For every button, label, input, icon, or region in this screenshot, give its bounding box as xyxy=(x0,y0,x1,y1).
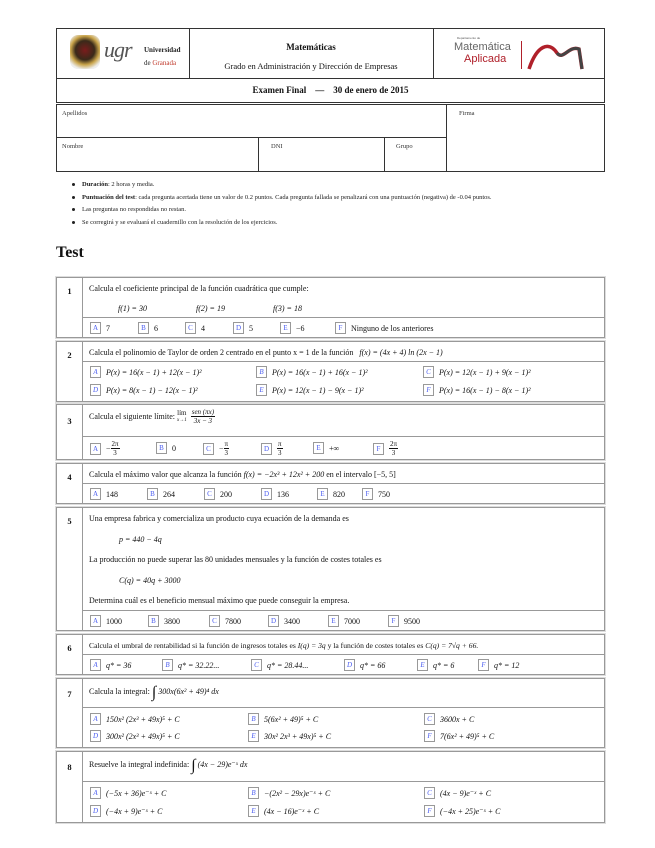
department-line1: Matemática xyxy=(454,41,511,53)
cost-equation: C(q) = 40q + 3000 xyxy=(119,576,181,585)
apellidos-field[interactable] xyxy=(57,105,447,138)
option-d[interactable] xyxy=(90,730,180,742)
stem-formula: (4x − 29)e⁻ˣ dx xyxy=(197,760,248,769)
option-text: 5 xyxy=(249,323,253,333)
option-letter[interactable]: E xyxy=(248,730,259,742)
option-letter[interactable]: A xyxy=(90,366,101,378)
rule-item xyxy=(72,192,492,205)
option-letter[interactable]: E xyxy=(280,322,291,334)
answer-options xyxy=(83,317,604,337)
option-text: (−5x + 36)e⁻ˣ + C xyxy=(106,788,167,798)
question-number: 6 xyxy=(57,635,83,674)
option-letter[interactable]: B xyxy=(248,713,259,725)
option-letter[interactable]: E xyxy=(328,615,339,627)
option-text: 9500 xyxy=(404,616,420,626)
option-d[interactable] xyxy=(261,440,283,457)
option-fraction xyxy=(277,440,283,457)
option-letter[interactable]: E xyxy=(256,384,267,396)
fraction-denominator: 3 xyxy=(278,449,282,457)
department-small-text: Departamento de xyxy=(457,36,481,40)
question-6 xyxy=(56,634,605,675)
fraction-denominator: 3 xyxy=(113,449,117,457)
question-number: 5 xyxy=(57,508,83,630)
option-e[interactable] xyxy=(313,442,339,454)
option-text: (−4x + 9)e⁻ˣ + C xyxy=(106,806,163,816)
fraction-denominator: 3x − 3 xyxy=(193,417,213,425)
option-letter[interactable]: B xyxy=(138,322,149,334)
option-text: 3400 xyxy=(284,616,300,626)
option-f[interactable] xyxy=(362,488,390,500)
option-a[interactable] xyxy=(90,615,122,627)
fraction-numerator: π xyxy=(224,440,229,448)
university-line2-prefix: de xyxy=(144,59,151,67)
option-text: −(2x² − 29x)e⁻ˣ + C xyxy=(264,788,331,798)
department-logo xyxy=(434,29,604,78)
stem-text: Calcula el máximo valor que alcanza la función xyxy=(89,470,242,479)
stem-text: Calcula el polinomio de Taylor de orden 2 centrado en el punto x = 1 de la función xyxy=(89,348,354,357)
option-letter[interactable]: F xyxy=(423,384,434,396)
question-body xyxy=(83,752,604,777)
option-a[interactable] xyxy=(90,366,202,378)
option-a[interactable] xyxy=(90,488,118,500)
option-text: q* = 6 xyxy=(433,660,455,670)
option-letter[interactable]: D xyxy=(261,488,272,500)
stem-mid: y la función de costes totales es xyxy=(327,641,424,650)
option-letter[interactable]: C xyxy=(251,659,262,671)
option-letter[interactable]: D xyxy=(90,384,101,396)
question-number: 1 xyxy=(57,278,83,337)
fraction-numerator: π xyxy=(278,440,282,448)
option-b[interactable] xyxy=(248,713,318,725)
option-f[interactable] xyxy=(335,322,433,334)
question-body xyxy=(83,405,604,430)
option-text: 3800 xyxy=(164,616,180,626)
option-letter[interactable]: C xyxy=(423,366,434,378)
integral-sign-icon: ∫ xyxy=(151,684,157,701)
option-e[interactable] xyxy=(256,384,364,396)
ugr-logo-text: ugr xyxy=(104,37,132,62)
rule-text: : cada pregunta acertada tiene un valor de 0.2 puntos. Cada pregunta fallada se penalizará con una puntuación (negativa) de -0.04 puntos. xyxy=(135,193,492,201)
question-3 xyxy=(56,404,605,460)
exam-header xyxy=(56,28,605,103)
ugr-logo xyxy=(57,29,190,78)
option-letter[interactable]: B xyxy=(147,488,158,500)
option-f[interactable] xyxy=(478,659,519,671)
option-d[interactable] xyxy=(90,805,162,817)
question-stem xyxy=(83,752,604,777)
option-text: 148 xyxy=(106,489,118,499)
option-text: 150x² (2x³ + 49x)⁵ + C xyxy=(106,714,180,724)
option-fraction xyxy=(389,440,398,457)
exam-title: Examen Final xyxy=(252,85,307,95)
option-text: (4x − 9)e⁻ˣ + C xyxy=(440,788,492,798)
option-c[interactable] xyxy=(185,322,205,334)
option-letter[interactable]: E xyxy=(317,488,328,500)
option-letter[interactable]: F xyxy=(478,659,489,671)
option-letter[interactable]: F xyxy=(424,730,435,742)
answer-options xyxy=(83,610,604,630)
option-c[interactable] xyxy=(251,659,308,671)
fraction-numerator: 2π xyxy=(390,440,398,448)
option-text: P(x) = 16(x − 1) + 16(x − 1)² xyxy=(272,367,368,377)
option-text: 0 xyxy=(172,443,176,453)
stem-interval: [−5, 5] xyxy=(373,470,396,479)
question-number: 4 xyxy=(57,464,83,503)
option-text: q* = 32.22... xyxy=(178,660,220,670)
university-crest-icon xyxy=(70,35,100,69)
option-letter[interactable]: C xyxy=(203,443,214,455)
option-letter[interactable]: A xyxy=(90,615,101,627)
department-line2: Aplicada xyxy=(464,53,507,65)
option-text: 1000 xyxy=(106,616,122,626)
dni-label: DNI xyxy=(271,143,283,150)
option-text: 750 xyxy=(378,489,390,499)
question-1 xyxy=(56,277,605,338)
demand-equation: p = 440 − 4q xyxy=(119,535,162,544)
option-letter[interactable]: A xyxy=(90,443,101,455)
option-letter[interactable]: D xyxy=(268,615,279,627)
option-a[interactable] xyxy=(90,322,110,334)
exam-title-row xyxy=(57,78,604,102)
option-a[interactable] xyxy=(90,787,166,799)
option-e[interactable] xyxy=(248,730,331,742)
option-text: Ninguno de los anteriores xyxy=(351,323,434,333)
question-stem xyxy=(83,405,604,430)
option-text: P(x) = 16(x − 1) − 8(x − 1)² xyxy=(439,385,531,395)
option-e[interactable] xyxy=(248,805,319,817)
option-text: (4x − 16)e⁻ˣ + C xyxy=(264,806,320,816)
question-body xyxy=(83,679,604,704)
rule-bold: Puntuación del test xyxy=(82,193,136,201)
option-d[interactable] xyxy=(90,384,198,396)
header-top-row xyxy=(57,29,604,79)
option-text: q* = 66 xyxy=(360,660,386,670)
question-number: 2 xyxy=(57,342,83,401)
question-body xyxy=(83,278,604,313)
lim-text: lím xyxy=(177,408,187,417)
option-letter[interactable]: D xyxy=(233,322,244,334)
option-text: q* = 36 xyxy=(106,660,132,670)
fraction-denominator: 3 xyxy=(224,449,229,457)
student-info-form xyxy=(56,104,605,172)
option-text: 4 xyxy=(201,323,205,333)
revenue-formula: I(q) = 3q xyxy=(297,641,326,650)
option-e[interactable] xyxy=(317,488,345,500)
question-stem-3: Determina cuál es el beneficio mensual máximo que puede conseguir la empresa. xyxy=(89,596,350,605)
stem-formula: 300x(6x² + 49)⁴ dx xyxy=(158,687,219,696)
stem-text: Calcula el siguiente límite: xyxy=(89,411,175,421)
apellidos-label: Apellidos xyxy=(62,110,88,117)
option-c[interactable] xyxy=(424,713,474,725)
degree-name: Grado en Administración y Dirección de Empresas xyxy=(224,61,398,71)
university-city: Granada xyxy=(152,59,177,67)
exam-rules-list xyxy=(72,179,492,229)
option-f[interactable] xyxy=(423,384,531,396)
option-letter[interactable]: F xyxy=(373,443,384,455)
rule-item xyxy=(72,179,492,192)
option-c[interactable] xyxy=(423,366,531,378)
limit-fraction xyxy=(191,408,215,425)
question-7 xyxy=(56,678,605,748)
option-f[interactable] xyxy=(373,440,398,457)
option-d[interactable] xyxy=(233,322,253,334)
option-letter[interactable]: A xyxy=(90,659,101,671)
dni-field[interactable] xyxy=(259,138,385,171)
section-title: Test xyxy=(56,244,84,261)
option-letter[interactable]: E xyxy=(417,659,428,671)
title-separator: — xyxy=(315,85,325,95)
option-c[interactable] xyxy=(203,440,229,457)
option-letter[interactable]: C xyxy=(424,713,435,725)
question-stem: Calcula el coeficiente principal de la función cuadrática que cumple: xyxy=(89,284,309,293)
department-arc-icon xyxy=(527,39,585,71)
option-c[interactable] xyxy=(204,488,232,500)
grupo-field[interactable] xyxy=(385,138,447,171)
rule-text: Se corregirá y se evaluará el cuadernillo con la resolución de los ejercicios. xyxy=(82,218,278,226)
condition-1: f(1) = 30 xyxy=(118,304,147,313)
subject-cell xyxy=(189,29,434,78)
option-letter[interactable]: D xyxy=(261,443,272,455)
option-text: q* = 12 xyxy=(494,660,520,670)
option-letter[interactable]: E xyxy=(248,805,259,817)
option-letter[interactable]: B xyxy=(156,442,167,454)
stem-text: Calcula la integral: xyxy=(89,687,150,696)
option-letter[interactable]: F xyxy=(388,615,399,627)
option-fraction xyxy=(224,440,230,457)
question-body xyxy=(83,508,604,605)
option-b[interactable] xyxy=(248,787,330,799)
question-stem-2: La producción no puede superar las 80 unidades mensuales y la función de costes totales es xyxy=(89,555,382,564)
option-letter[interactable]: C xyxy=(424,787,435,799)
option-letter[interactable]: D xyxy=(90,805,101,817)
option-letter[interactable]: A xyxy=(90,322,101,334)
option-letter[interactable]: B xyxy=(162,659,173,671)
option-b[interactable] xyxy=(148,615,180,627)
option-b[interactable] xyxy=(138,322,158,334)
option-a[interactable] xyxy=(90,440,120,457)
option-letter[interactable]: B xyxy=(256,366,267,378)
firma-label: Firma xyxy=(459,110,475,117)
option-letter[interactable]: E xyxy=(313,442,324,454)
answer-options xyxy=(83,781,604,822)
question-4 xyxy=(56,463,605,504)
question-2 xyxy=(56,341,605,402)
option-letter[interactable]: C xyxy=(185,322,196,334)
option-e[interactable] xyxy=(328,615,360,627)
option-letter[interactable]: C xyxy=(209,615,220,627)
option-d[interactable] xyxy=(344,659,385,671)
subject-title: Matemáticas xyxy=(286,42,336,52)
question-stem xyxy=(83,679,604,704)
question-5 xyxy=(56,507,605,631)
stem-tail: en el intervalo xyxy=(326,470,372,479)
option-text: 7(6x² + 49)⁵ + C xyxy=(440,731,495,741)
exam-date: 30 de enero de 2015 xyxy=(333,85,409,95)
stem-formula: f(x) = (4x + 4) ln (2x − 1) xyxy=(359,348,443,357)
option-text: 5(6x² + 49)⁵ + C xyxy=(264,714,319,724)
stem-text: Calcula el umbral de rentabilidad si la función de ingresos totales es xyxy=(89,641,296,650)
option-b[interactable] xyxy=(162,659,219,671)
option-text: +∞ xyxy=(329,443,340,453)
rule-item xyxy=(72,204,492,217)
option-text: P(x) = 12(x − 1) − 9(x − 1)² xyxy=(272,385,364,395)
option-letter[interactable]: B xyxy=(248,787,259,799)
condition-3: f(3) = 18 xyxy=(273,304,302,313)
option-letter[interactable]: A xyxy=(90,488,101,500)
option-letter[interactable]: D xyxy=(90,730,101,742)
option-letter[interactable]: F xyxy=(362,488,373,500)
option-c[interactable] xyxy=(424,787,491,799)
university-line1: Universidad xyxy=(144,46,181,54)
answer-options xyxy=(83,654,604,674)
option-f[interactable] xyxy=(424,805,500,817)
fraction-denominator: 3 xyxy=(391,449,396,457)
lim-subscript: x→1 xyxy=(176,417,187,423)
stem-text: Resuelve la integral indefinida: xyxy=(89,760,190,769)
university-line2 xyxy=(144,59,176,67)
option-text: 300x² (2x³ + 49x)⁵ + C xyxy=(106,731,180,741)
option-sign: − xyxy=(219,444,224,453)
answer-options xyxy=(83,707,604,747)
department-divider xyxy=(521,41,522,69)
question-number: 8 xyxy=(57,752,83,822)
option-sign: − xyxy=(106,444,111,453)
firma-field[interactable] xyxy=(447,105,605,171)
fraction-numerator: sen (πx) xyxy=(191,408,215,416)
option-text: 200 xyxy=(220,489,232,499)
nombre-label: Nombre xyxy=(62,143,84,150)
option-b[interactable] xyxy=(147,488,175,500)
condition-2: f(2) = 19 xyxy=(196,304,225,313)
question-8 xyxy=(56,751,605,823)
option-a[interactable] xyxy=(90,713,180,725)
option-e[interactable] xyxy=(417,659,454,671)
option-letter[interactable]: D xyxy=(344,659,355,671)
option-letter[interactable]: A xyxy=(90,713,101,725)
option-f[interactable] xyxy=(388,615,420,627)
option-letter[interactable]: B xyxy=(148,615,159,627)
nombre-field[interactable] xyxy=(57,138,259,171)
option-text: 7800 xyxy=(225,616,241,626)
option-text: 136 xyxy=(277,489,289,499)
option-letter[interactable]: A xyxy=(90,787,101,799)
option-text: P(x) = 12(x − 1) + 9(x − 1)² xyxy=(439,367,531,377)
option-text: 7000 xyxy=(344,616,360,626)
option-e[interactable] xyxy=(280,322,305,334)
integral-sign-icon: ∫ xyxy=(191,757,196,774)
question-stem: Una empresa fabrica y comercializa un producto cuya ecuación de la demanda es xyxy=(89,514,349,523)
option-text: P(x) = 16(x − 1) + 12(x − 1)² xyxy=(106,367,202,377)
question-number: 3 xyxy=(57,405,83,459)
grupo-label: Grupo xyxy=(396,143,413,150)
option-letter[interactable]: F xyxy=(424,805,435,817)
option-text: 3600x + C xyxy=(440,714,475,724)
option-b[interactable] xyxy=(156,442,176,454)
option-text: 7 xyxy=(106,323,110,333)
option-text: (−4x + 25)e⁻ˣ + C xyxy=(440,806,501,816)
stem-formula: f(x) = −2x³ + 12x² + 200 xyxy=(243,470,325,479)
answer-options xyxy=(83,436,604,459)
question-number: 7 xyxy=(57,679,83,747)
option-text: q* = 28.44... xyxy=(267,660,309,670)
option-d[interactable] xyxy=(268,615,300,627)
option-text: 30x² 2x³ + 49x)⁵ + C xyxy=(264,731,332,741)
rule-item xyxy=(72,217,492,230)
option-f[interactable] xyxy=(424,730,494,742)
option-text: 264 xyxy=(163,489,175,499)
answer-options xyxy=(83,361,604,401)
cost-formula: C(q) = 7√q + 66. xyxy=(425,641,479,650)
option-text: −6 xyxy=(296,323,305,333)
fraction-numerator: 2π xyxy=(111,440,119,448)
option-text: 820 xyxy=(333,489,345,499)
rule-bold: Duración xyxy=(82,181,108,188)
option-b[interactable] xyxy=(256,366,368,378)
option-letter[interactable]: F xyxy=(335,322,346,334)
option-c[interactable] xyxy=(209,615,241,627)
option-a[interactable] xyxy=(90,659,131,671)
option-text: 6 xyxy=(154,323,158,333)
option-letter[interactable]: C xyxy=(204,488,215,500)
limit-operator xyxy=(177,410,187,424)
option-text: P(x) = 8(x − 1) − 12(x − 1)² xyxy=(106,385,198,395)
answer-options xyxy=(83,483,604,503)
rule-text: Las preguntas no respondidas no restan. xyxy=(82,206,186,213)
option-d[interactable] xyxy=(261,488,289,500)
rule-text: : 2 horas y media. xyxy=(108,181,155,188)
option-fraction xyxy=(111,440,120,457)
